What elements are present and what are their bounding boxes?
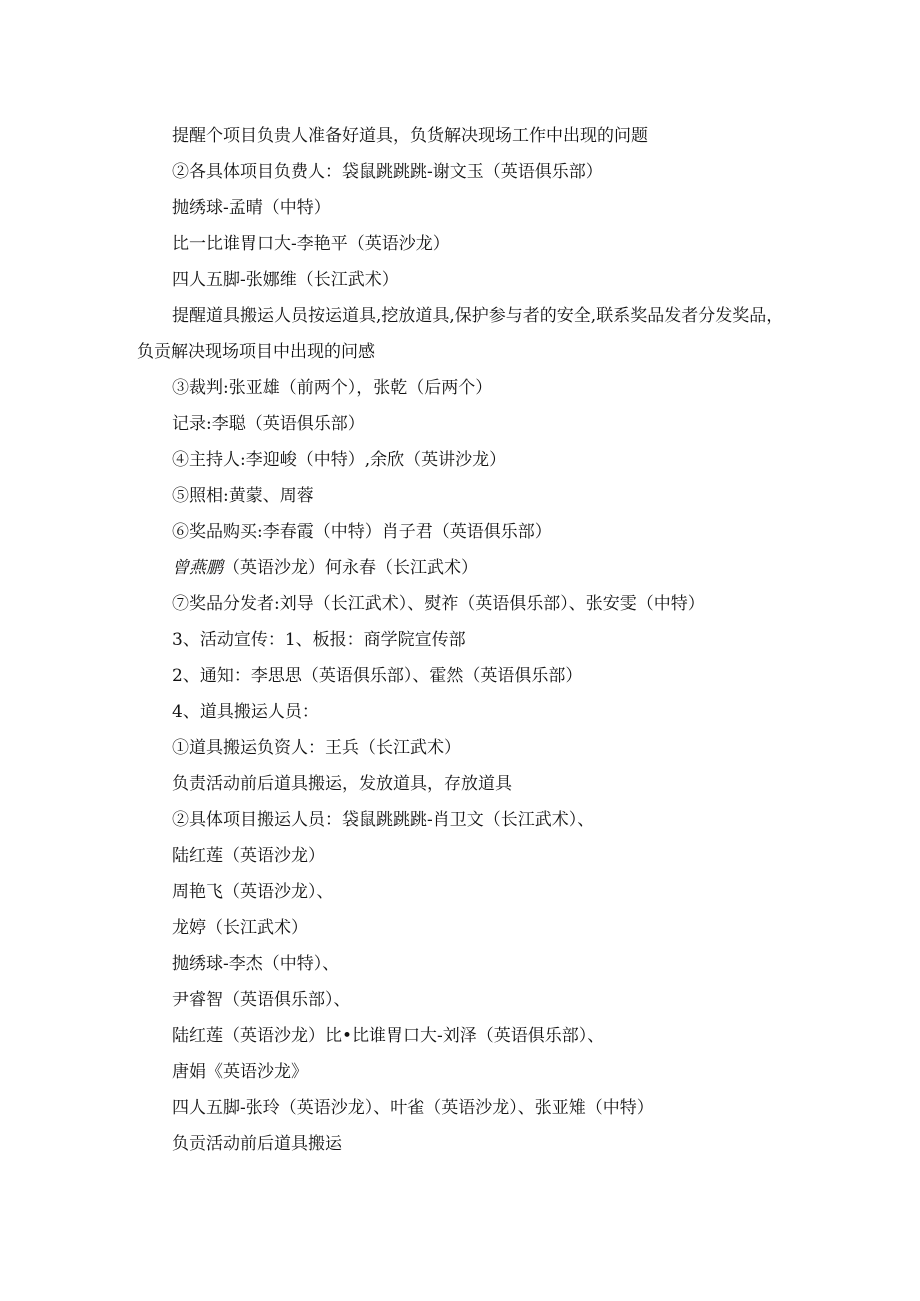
text-line: 抛绣球-李杰（中特）、: [172, 954, 340, 974]
text-line: 记录:李聪（英语俱乐部）: [172, 414, 365, 434]
document-body: [137, 118, 787, 1162]
text-line: 四人五脚-张玲（英语沙龙）、叶雀（英语沙龙）、张亚雉（中特）: [172, 1098, 654, 1118]
text-line: ②各具体项目负费人：袋鼠跳跳跳-谢文玉（英语俱乐部）: [172, 162, 603, 182]
text-line: 陆红莲（英语沙龙）比•比谁胃口大-刘泽（英语俱乐部）、: [172, 1026, 605, 1046]
text-line: 尹睿智（英语俱乐部）、: [172, 990, 351, 1010]
text-line-rest: （英语沙龙）何永春（长江武术）: [223, 558, 478, 578]
text-line: 3、活动宣传：1、板报：商学院宣传部: [172, 630, 466, 650]
text-line: 4、道具搬运人员：: [172, 702, 319, 722]
text-line: ①道具搬运负资人：王兵（长江武术）: [172, 738, 461, 758]
text-line-mixed: [137, 550, 787, 586]
text-line: ⑤照相:黄蒙、周蓉: [172, 486, 314, 506]
text-line: 负责活动前后道具搬运，发放道具，存放道具: [172, 774, 512, 794]
text-line: ⑦奖品分发者:刘导（长江武术）、熨祚（英语俱乐部）、张安雯（中特）: [172, 594, 705, 614]
text-line: 抛绣球-孟晴（中特）: [172, 198, 331, 218]
text-line: 唐娟《英语沙龙》: [172, 1062, 308, 1082]
text-line: 四人五脚-张娜维（长江武术）: [172, 270, 399, 290]
text-line: 负贡活动前后道具搬运: [172, 1134, 342, 1154]
text-line: ②具体项目搬运人员：袋鼠跳跳跳-肖卫文（长江武术）、: [172, 810, 595, 830]
text-line: 龙婷（长江武术）: [172, 918, 308, 938]
text-paragraph: 提醒道具搬运人员按运道具,挖放道具,保护参与者的安全,联系奖品发者分发奖品，负贡解决现场项目中出现的问感: [137, 306, 784, 362]
text-line: ③裁判:张亚雄（前两个），张乾（后两个）: [172, 378, 493, 398]
text-line: 提醒个项目负贵人准备好道具，负货解决现场工作中出现的问题: [172, 126, 648, 146]
text-line: 比一比谁胃口大-李艳平（英语沙龙）: [172, 234, 450, 254]
text-line: 周艳飞（英语沙龙）、: [172, 882, 334, 902]
text-line: 陆红莲（英语沙龙）: [172, 846, 325, 866]
italic-name: 曾燕鹏: [172, 558, 223, 578]
text-line: ④主持人:李迎峻（中特）,余欣（英讲沙龙）: [172, 450, 507, 470]
text-line: ⑥奖品购买:李春霞（中特）肖子君（英语俱乐部）: [172, 522, 552, 542]
text-line: 2、通知：李思思（英语俱乐部）、霍然（英语俱乐部）: [172, 666, 583, 686]
